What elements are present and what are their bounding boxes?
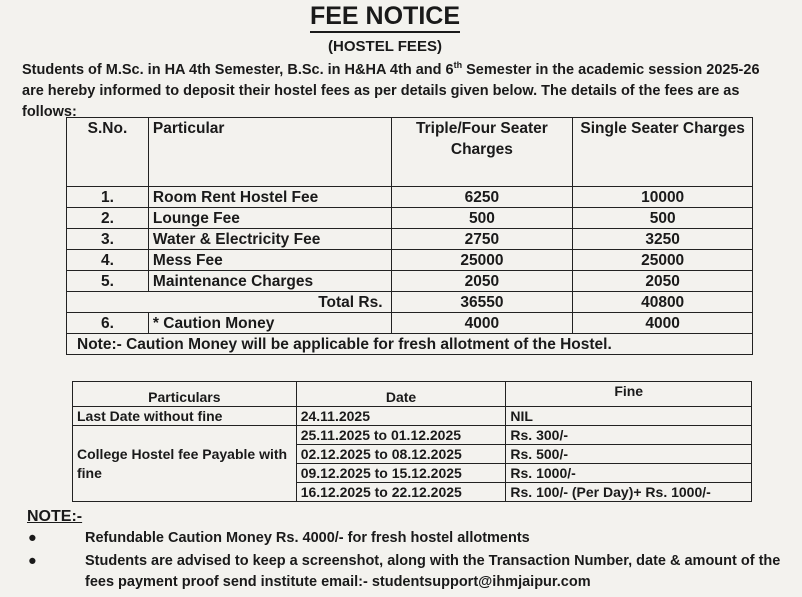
fine-row: 09.12.2025 to 15.12.2025 Rs. 1000/- bbox=[73, 464, 752, 483]
caution-money-row: 6. * Caution Money 4000 4000 bbox=[67, 313, 753, 334]
list-item: ● Refundable Caution Money Rs. 4000/- for fresh hostel allotments bbox=[25, 528, 785, 549]
fee-table-header bbox=[67, 118, 753, 187]
fee-row: 4. Mess Fee 25000 25000 bbox=[67, 250, 753, 271]
fee-note-row bbox=[67, 334, 753, 355]
bullet-icon: ● bbox=[28, 553, 37, 569]
fine-table-header bbox=[73, 382, 752, 407]
header-particulars: Particulars bbox=[73, 382, 297, 407]
fee-table bbox=[66, 117, 753, 355]
fine-row: College Hostel fee Payable with fine 25.11.2025 to 01.12.2025 Rs. 300/- bbox=[73, 426, 752, 445]
total-row bbox=[67, 292, 753, 313]
header-particular: Particular bbox=[148, 118, 391, 187]
notes-list bbox=[25, 528, 785, 595]
fine-row: 02.12.2025 to 08.12.2025 Rs. 500/- bbox=[73, 445, 752, 464]
fee-note: Note:- Caution Money will be applicable for fresh allotment of the Hostel. bbox=[67, 334, 753, 355]
fee-row: 1. Room Rent Hostel Fee 6250 10000 bbox=[67, 187, 753, 208]
total-triple: 36550 bbox=[391, 292, 573, 313]
fee-row: 2. Lounge Fee 500 500 bbox=[67, 208, 753, 229]
header-date: Date bbox=[296, 382, 506, 407]
header-single-seater: Single Seater Charges bbox=[573, 118, 753, 187]
fine-row: Last Date without fine 24.11.2025 NIL bbox=[73, 407, 752, 426]
list-item: ● Students are advised to keep a screenshot, along with the Transaction Number, date & amount of the fees payment proof send institute email:- studentsupport@ihmjaipur.com bbox=[28, 553, 781, 590]
header-triple-seater: Triple/Four Seater Charges bbox=[391, 118, 573, 187]
notice-subtitle: (HOSTEL FEES) bbox=[328, 38, 442, 55]
fine-table bbox=[72, 381, 752, 502]
bullet-icon: ● bbox=[28, 530, 37, 546]
intro-paragraph: Students of M.Sc. in HA 4th Semester, B.Sc. in H&HA 4th and 6th Semester in the academic session 2025-26 are hereby informed to deposit their hostel fees as per details given below. The details of the fees are as follows: bbox=[22, 60, 760, 120]
fee-row: 5. Maintenance Charges 2050 2050 bbox=[67, 271, 753, 292]
with-fine-label: College Hostel fee Payable with fine bbox=[73, 426, 297, 502]
notes-heading: NOTE:- bbox=[27, 508, 83, 525]
notice-title: FEE NOTICE bbox=[0, 2, 770, 31]
total-single: 40800 bbox=[573, 292, 753, 313]
fee-row: 3. Water & Electricity Fee 2750 3250 bbox=[67, 229, 753, 250]
header-sno: S.No. bbox=[67, 118, 149, 187]
total-label: Total Rs. bbox=[67, 292, 392, 313]
header-fine: Fine bbox=[506, 382, 752, 407]
fine-row: 16.12.2025 to 22.12.2025 Rs. 100/- (Per Day)+ Rs. 1000/- bbox=[73, 483, 752, 502]
